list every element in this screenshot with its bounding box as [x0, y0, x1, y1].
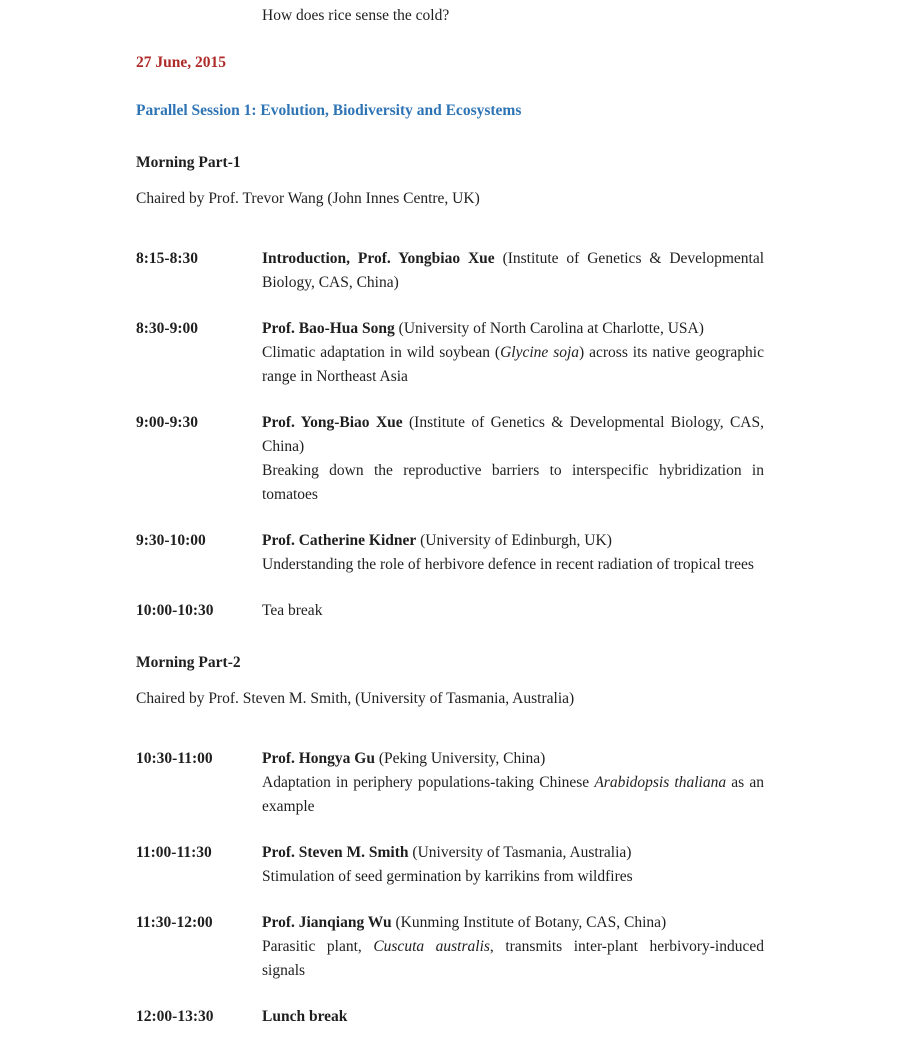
- entry-content: [262, 1005, 764, 1029]
- text-run: Prof. Catherine Kidner: [262, 532, 417, 549]
- schedule-entry: [136, 317, 764, 389]
- continuation-talk-title: How does rice sense the cold?: [262, 7, 450, 24]
- text-run: (Institute of Genetics & Developmental Biology, CAS, China): [262, 414, 764, 455]
- entry-content: [262, 911, 764, 983]
- entry-time: 11:00-11:30: [136, 844, 212, 861]
- talk-line: [262, 841, 764, 865]
- talk-line: [262, 459, 764, 507]
- text-run: (University of Tasmania, Australia): [408, 844, 632, 861]
- talk-line: [262, 529, 764, 553]
- schedule-entry: [136, 529, 764, 577]
- schedule-entry: [136, 599, 764, 623]
- talk-line: [262, 317, 764, 341]
- entry-content: [262, 317, 764, 389]
- talk-line: [262, 747, 764, 771]
- text-run: Lunch break: [262, 1008, 348, 1025]
- text-run: Stimulation of seed germination by karrikins from wildfires: [262, 868, 633, 885]
- text-run: (Kunming Institute of Botany, CAS, China): [391, 914, 667, 931]
- text-run: ) across its native geographic range in Northeast Asia: [262, 344, 764, 385]
- entry-time: 8:30-9:00: [136, 320, 198, 337]
- text-run: Cuscuta australis: [373, 938, 490, 955]
- schedule-parts: [136, 151, 764, 1029]
- chair-line: Chaired by Prof. Trevor Wang (John Innes Centre, UK): [136, 190, 480, 207]
- text-run: (Institute of Genetics & Developmental Biology, CAS, China): [262, 250, 765, 291]
- text-run: as an example: [262, 774, 764, 815]
- talk-line: [262, 1005, 764, 1029]
- text-run: Adaptation in periphery populations-taking Chinese: [262, 774, 595, 791]
- entry-time: 8:15-8:30: [136, 250, 198, 267]
- chair-line: Chaired by Prof. Steven M. Smith, (University of Tasmania, Australia): [136, 690, 575, 707]
- talk-line: [262, 911, 764, 935]
- text-run: Prof. Jianqiang Wu: [262, 914, 392, 931]
- text-run: Glycine soja: [500, 344, 580, 361]
- entry-content: [262, 599, 764, 623]
- entry-time: 10:00-10:30: [136, 602, 214, 619]
- text-run: Prof. Hongya Gu: [262, 750, 375, 767]
- entries-list: [136, 247, 764, 623]
- text-run: Tea break: [262, 602, 323, 619]
- talk-line: [262, 341, 764, 389]
- entry-time: 9:00-9:30: [136, 414, 198, 431]
- text-run: (University of Edinburgh, UK): [416, 532, 612, 549]
- entry-content: [262, 247, 764, 295]
- entry-content: [262, 841, 764, 889]
- text-run: Prof. Steven M. Smith: [262, 844, 409, 861]
- text-run: Breaking down the reproductive barriers to interspecific hybridization in tomatoes: [262, 462, 764, 503]
- schedule-entry: [136, 841, 764, 889]
- date-heading: 27 June, 2015: [136, 54, 226, 71]
- talk-line: [262, 247, 764, 295]
- text-run: Parasitic plant,: [262, 938, 374, 955]
- text-run: Understanding the role of herbivore defence in recent radiation of tropical trees: [262, 556, 754, 573]
- text-run: (University of North Carolina at Charlotte, USA): [394, 320, 704, 337]
- entry-time: 10:30-11:00: [136, 750, 213, 767]
- part-heading: Morning Part-1: [136, 154, 241, 171]
- talk-line: [262, 411, 764, 459]
- schedule-entry: [136, 411, 764, 507]
- entries-list: [136, 747, 764, 1029]
- text-run: Prof. Yong-Biao Xue: [262, 414, 403, 431]
- entry-content: [262, 747, 764, 819]
- talk-line: [262, 935, 764, 983]
- session-part: [136, 651, 764, 1029]
- session-part: [136, 151, 764, 623]
- entry-time: 9:30-10:00: [136, 532, 206, 549]
- entry-content: [262, 411, 764, 507]
- entry-time: 12:00-13:30: [136, 1008, 214, 1025]
- talk-line: [262, 865, 764, 889]
- schedule-entry: [136, 747, 764, 819]
- schedule-entry: [136, 247, 764, 295]
- session-title: Parallel Session 1: Evolution, Biodiversity and Ecosystems: [136, 102, 522, 119]
- text-run: Climatic adaptation in wild soybean (: [262, 344, 501, 361]
- part-heading: Morning Part-2: [136, 654, 241, 671]
- entry-content: [262, 529, 764, 577]
- text-run: Arabidopsis thaliana: [594, 774, 727, 791]
- text-run: (Peking University, China): [374, 750, 546, 767]
- schedule-entry: [136, 1005, 764, 1029]
- text-run: Prof. Bao-Hua Song: [262, 320, 395, 337]
- talk-line: [262, 771, 764, 819]
- entry-time: 11:30-12:00: [136, 914, 213, 931]
- text-run: , transmits inter-plant herbivory-induced signals: [262, 938, 764, 979]
- schedule-entry: [136, 911, 764, 983]
- talk-line: [262, 553, 764, 577]
- text-run: Introduction, Prof. Yongbiao Xue: [262, 250, 495, 267]
- talk-line: [262, 599, 764, 623]
